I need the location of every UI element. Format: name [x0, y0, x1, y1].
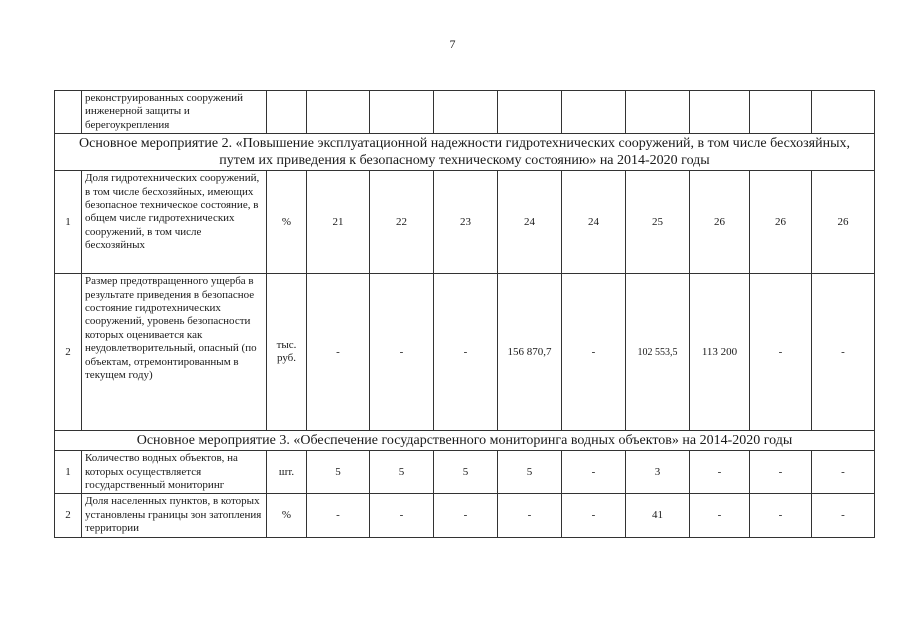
value-cell — [498, 91, 562, 134]
value-cell: 113 200 — [690, 274, 750, 431]
value-cell: - — [370, 274, 434, 431]
value-cell: 102 553,5 — [626, 274, 690, 431]
value-cell: - — [370, 494, 434, 537]
value-cell — [626, 91, 690, 134]
value-cell: - — [562, 494, 626, 537]
row-number — [55, 91, 82, 134]
section-header-row — [55, 134, 875, 171]
value-cell: 26 — [690, 171, 750, 274]
indicator-name: Доля гидротехнических сооружений, в том числе бесхозяйных, имеющих безопасное техническое состояние, в общем числе гидротехнических сооружений, в том числе бесхозяйных — [82, 171, 267, 274]
value-cell: - — [434, 274, 498, 431]
unit-cell: шт. — [267, 451, 307, 494]
value-cell: - — [750, 451, 812, 494]
value-cell: - — [812, 494, 875, 537]
indicator-name: Размер предотвращенного ущерба в результате приведения в безопасное состояние гидротехнических сооружений, уровень безопасности которых оценивается как неудовлетворительный, опасный (по объектам, отремонтированным в текущем году) — [82, 274, 267, 431]
indicator-name: Количество водных объектов, на которых осуществляется государственный мониторинг — [82, 451, 267, 494]
value-cell: 24 — [562, 171, 626, 274]
section-header-row — [55, 431, 875, 451]
row-number: 2 — [55, 494, 82, 537]
value-cell: - — [562, 451, 626, 494]
value-cell: - — [498, 494, 562, 537]
value-cell — [750, 91, 812, 134]
page-number: 7 — [449, 37, 456, 51]
indicator-name: реконструированных сооружений инженерной защиты и берегоукрепления — [82, 91, 267, 134]
value-cell — [562, 91, 626, 134]
value-cell: - — [434, 494, 498, 537]
table-row — [55, 171, 875, 274]
unit-cell: % — [267, 171, 307, 274]
value-cell: 22 — [370, 171, 434, 274]
value-cell: 5 — [434, 451, 498, 494]
value-cell: 23 — [434, 171, 498, 274]
value-cell: - — [750, 494, 812, 537]
unit-cell — [267, 91, 307, 134]
unit-cell: тыс. руб. — [267, 274, 307, 431]
value-cell — [434, 91, 498, 134]
value-cell: 26 — [750, 171, 812, 274]
value-cell: - — [690, 494, 750, 537]
value-cell: 25 — [626, 171, 690, 274]
table-row — [55, 274, 875, 431]
value-cell — [370, 91, 434, 134]
value-cell: 156 870,7 — [498, 274, 562, 431]
value-cell: - — [812, 451, 875, 494]
unit-cell: % — [267, 494, 307, 537]
value-cell: 5 — [498, 451, 562, 494]
table-row — [55, 451, 875, 494]
value-cell: - — [562, 274, 626, 431]
value-cell: - — [307, 274, 370, 431]
value-cell: 5 — [307, 451, 370, 494]
row-number: 1 — [55, 171, 82, 274]
value-cell: 41 — [626, 494, 690, 537]
indicator-name: Доля населенных пунктов, в которых установлены границы зон затопления территории — [82, 494, 267, 537]
value-cell — [690, 91, 750, 134]
value-cell: - — [812, 274, 875, 431]
table-row — [55, 91, 875, 134]
value-cell: 3 — [626, 451, 690, 494]
row-number: 2 — [55, 274, 82, 431]
value-cell: - — [750, 274, 812, 431]
section-2-title: Основное мероприятие 2. «Повышение эксплуатационной надежности гидротехнических сооружений, в том числе бесхозяйных, путем их приведения к безопасному техническому состоянию» на 2014-2020 годы — [55, 134, 875, 171]
value-cell: 26 — [812, 171, 875, 274]
value-cell — [812, 91, 875, 134]
value-cell: 24 — [498, 171, 562, 274]
value-cell: 21 — [307, 171, 370, 274]
value-cell: 5 — [370, 451, 434, 494]
value-cell: - — [690, 451, 750, 494]
row-number: 1 — [55, 451, 82, 494]
value-cell: - — [307, 494, 370, 537]
indicators-table — [54, 90, 875, 538]
section-3-title: Основное мероприятие 3. «Обеспечение государственного мониторинга водных объектов» на 2014-2020 годы — [55, 431, 875, 451]
table-row — [55, 494, 875, 537]
value-cell — [307, 91, 370, 134]
